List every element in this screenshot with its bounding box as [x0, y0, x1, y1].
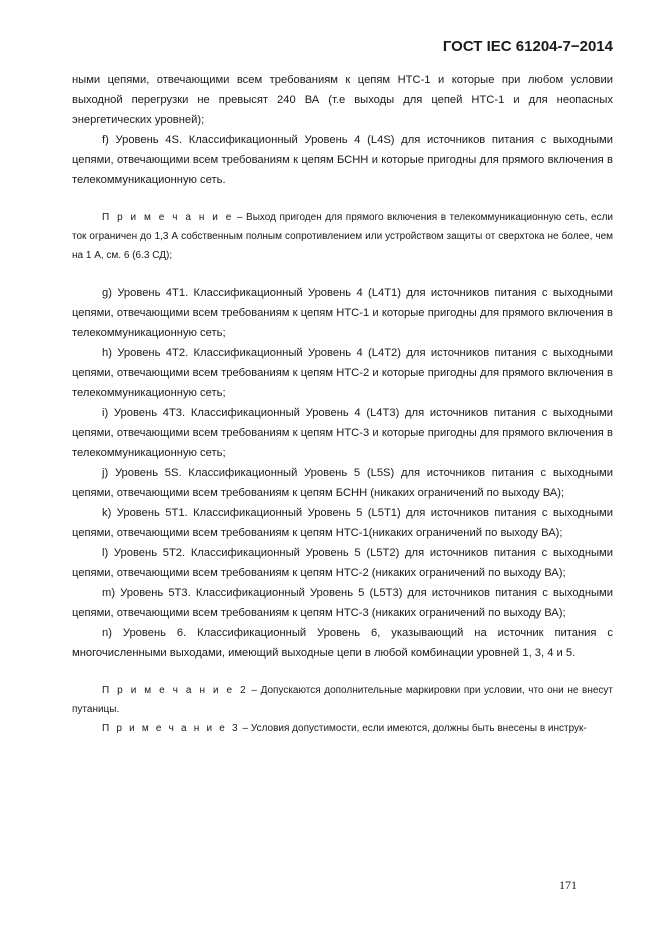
- paragraph-continuation: ными цепями, отвечающими всем требованиям к цепям НТС-1 и которые при любом условии выходной перегрузки не превысят 240 ВА (т.е выходы для цепей НТС-1 и для неопасных энергетических уровней);: [72, 74, 613, 126]
- list-item-h: h) Уровень 4Т2. Классификационный Уровень 4 (L4T2) для источников питания с выходными цепями, отвечающими всем требованиям к цепям НТС-2 и которые пригодны для прямого включения в телекоммуникационную сеть;: [72, 347, 613, 399]
- paragraph-item-f: f) Уровень 4S. Классификационный Уровень 4 (L4S) для источников питания с выходными цепями, отвечающими всем требованиям к цепям БСНН и которые пригодны для прямого включения в телекоммуникационную сеть.: [72, 134, 613, 186]
- page-number: 171: [559, 878, 577, 892]
- document-header: ГОСТ IEC 61204-7−2014: [442, 38, 613, 55]
- note-text: – Допускаются дополнительные маркировки при условии, что они не внесут путаницы.: [72, 685, 613, 715]
- list-item-n: n) Уровень 6. Классификационный Уровень 6, указывающий на источник питания с многочисленными выходами, имеющий выходные цепи в любой комбинации уровней 1, 3, 4 и 5.: [72, 627, 613, 659]
- note-label: П р и м е ч а н и е 3: [102, 723, 240, 734]
- note-2: [72, 681, 613, 719]
- list-item-j: j) Уровень 5S. Классификационный Уровень 5 (L5S) для источников питания с выходными цепями, отвечающими всем требованиям к цепям БСНН (никаких ограничений по выходу ВА);: [72, 467, 613, 499]
- note-1: [72, 208, 613, 265]
- note-text: – Выход пригоден для прямого включения в телекоммуникационную сеть, если ток ограничен до 1,3 А собственным полным сопротивлением или устройством защиты от сверхтока не более, чем на 1 А, см. 6 (6.3 СД);: [72, 212, 613, 261]
- list-item-i: i) Уровень 4Т3. Классификационный Уровень 4 (L4T3) для источников питания с выходными цепями, отвечающими всем требованиям к цепям НТС-3 и которые пригодны для прямого включения в телекоммуникационную сеть;: [72, 407, 613, 459]
- note-text: – Условия допустимости, если имеются, должны быть внесены в инструк-: [239, 723, 587, 734]
- note-label: П р и м е ч а н и е: [102, 212, 234, 223]
- note-3: [72, 719, 613, 738]
- page-content: [72, 70, 613, 738]
- note-label: П р и м е ч а н и е 2: [102, 685, 248, 696]
- list-item-k: k) Уровень 5Т1. Классификационный Уровень 5 (L5T1) для источников питания с выходными цепями, отвечающими всем требованиям к цепям НТС-1(никаких ограничений по выходу ВА);: [72, 507, 613, 539]
- list-item-m: m) Уровень 5Т3. Классификационный Уровень 5 (L5T3) для источников питания с выходными цепями, отвечающими всем требованиям к цепям НТС-3 (никаких ограничений по выходу ВА);: [72, 587, 613, 619]
- list-item-l: l) Уровень 5Т2. Классификационный Уровень 5 (L5T2) для источников питания с выходными цепями, отвечающими всем требованиям к цепям НТС-2 (никаких ограничений по выходу ВА);: [72, 547, 613, 579]
- list-item-g: g) Уровень 4Т1. Классификационный Уровень 4 (L4T1) для источников питания с выходными цепями, отвечающими всем требованиям к цепям НТС-1 и которые пригодны для прямого включения в телекоммуникационную сеть;: [72, 287, 613, 339]
